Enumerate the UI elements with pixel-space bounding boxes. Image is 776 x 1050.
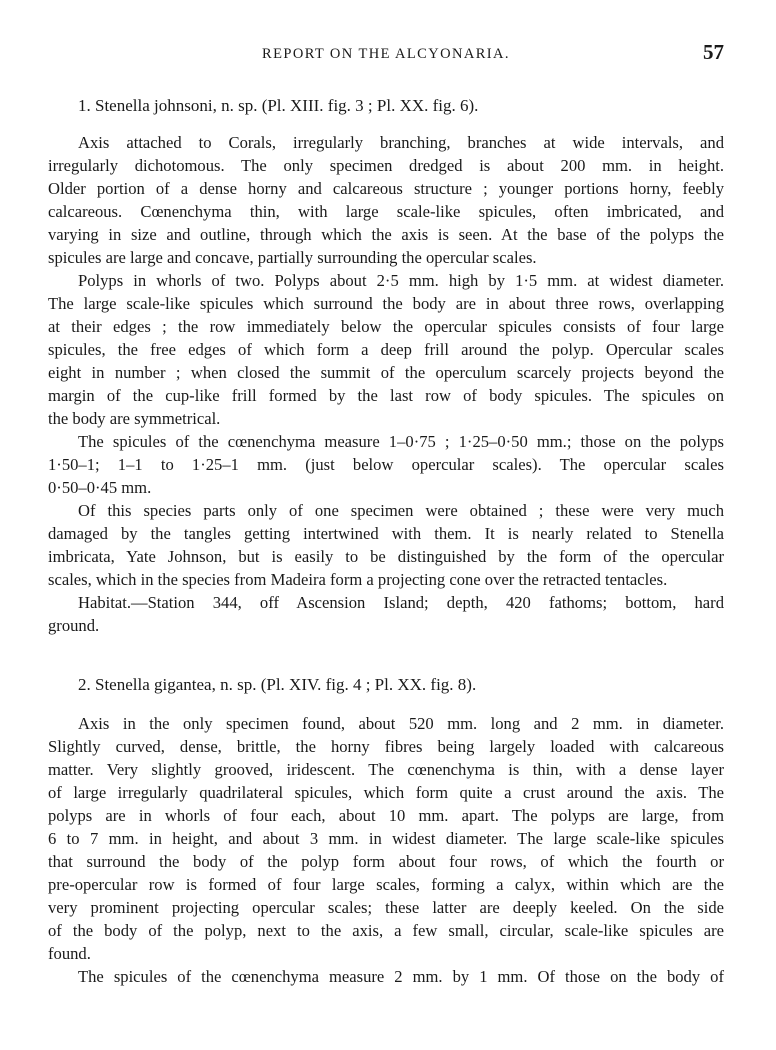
text-line: of large irregularly quadrilateral spicules, which form quite a crust around the axis. The xyxy=(48,783,724,802)
text-line: Polyps in whorls of two. Polyps about 2·5 mm. high by 1·5 mm. at widest diameter. xyxy=(78,271,724,290)
text-line: scales, which in the species from Madeira form a projecting cone over the retracted tentacles. xyxy=(48,570,668,589)
section-heading: 1. Stenella johnsoni, n. sp. (Pl. XIII. fig. 3 ; Pl. XX. fig. 6). xyxy=(78,96,479,115)
text-line: damaged by the tangles getting intertwined with them. It is nearly related to Stenella xyxy=(48,524,724,543)
section-body xyxy=(48,712,724,988)
text-line: margin of the cup-like frill formed by the last row of body spicules. The spicules on xyxy=(48,386,724,405)
paragraph xyxy=(48,712,724,965)
text-line: 1·50–1; 1–1 to 1·25–1 mm. (just below opercular scales). The opercular scales xyxy=(48,455,724,474)
text-line: the body are symmetrical. xyxy=(48,409,221,428)
paragraph xyxy=(48,131,724,269)
paragraph xyxy=(48,269,724,430)
text-line: that surround the body of the polyp form about four rows, of which the fourth or xyxy=(48,852,724,871)
text-line: calcareous. Cœnenchyma thin, with large scale-like spicules, often imbricated, and xyxy=(48,202,724,221)
text-line: at their edges ; the row immediately below the opercular spicules consists of four large xyxy=(48,317,724,336)
paragraph xyxy=(48,499,724,591)
section-heading: 2. Stenella gigantea, n. sp. (Pl. XIV. fig. 4 ; Pl. XX. fig. 8). xyxy=(78,675,477,694)
text-line: 0·50–0·45 mm. xyxy=(48,478,152,497)
text-line: Habitat.—Station 344, off Ascension Island; depth, 420 fathoms; bottom, hard xyxy=(78,593,724,612)
text-line: polyps are in whorls of four each, about 10 mm. apart. The polyps are large, from xyxy=(48,806,724,825)
text-line: found. xyxy=(48,944,91,963)
text-line: very prominent projecting opercular scales; these latter are deeply keeled. On the side xyxy=(48,898,724,917)
section-body xyxy=(48,131,724,637)
text-line: ground. xyxy=(48,616,100,635)
text-line: spicules are large and concave, partially surrounding the opercular scales. xyxy=(48,248,537,267)
running-title: REPORT ON THE ALCYONARIA. xyxy=(262,46,510,62)
paragraph xyxy=(48,965,724,988)
running-head xyxy=(48,38,724,68)
paragraph xyxy=(48,430,724,499)
text-line: The large scale-like spicules which surround the body are in about three rows, overlapping xyxy=(48,294,724,313)
text-line: Slightly curved, dense, brittle, the horny fibres being largely loaded with calcareous xyxy=(48,737,724,756)
text-line: matter. Very slightly grooved, iridescent. The cœnenchyma is thin, with a dense layer xyxy=(48,760,724,779)
text-line: Of this species parts only of one specimen were obtained ; these were very much xyxy=(78,501,724,520)
page xyxy=(48,38,724,988)
paragraph xyxy=(48,591,724,637)
text-line: varying in size and outline, through which the axis is seen. At the base of the polyps the xyxy=(48,225,724,244)
text-line: imbricata, Yate Johnson, but is easily to be distinguished by the form of the opercular xyxy=(48,547,724,566)
text-line: pre-opercular row is formed of four large scales, forming a calyx, within which are the xyxy=(48,875,724,894)
text-line: Axis attached to Corals, irregularly branching, branches at wide intervals, and xyxy=(78,133,724,152)
text-line: Axis in the only specimen found, about 520 mm. long and 2 mm. in diameter. xyxy=(78,714,724,733)
text-line: Older portion of a dense horny and calcareous structure ; younger portions horny, feebly xyxy=(48,179,724,198)
text-line: irregularly dichotomous. The only specimen dredged is about 200 mm. in height. xyxy=(48,156,724,175)
text-line: 6 to 7 mm. in height, and about 3 mm. in widest diameter. The large scale-like spicules xyxy=(48,829,724,848)
text-line: spicules, the free edges of which form a deep frill around the polyp. Opercular scales xyxy=(48,340,724,359)
text-line: of the body of the polyp, next to the axis, a few small, circular, scale-like spicules are xyxy=(48,921,724,940)
text-line: eight in number ; when closed the summit of the operculum scarcely projects beyond the xyxy=(48,363,724,382)
text-line: The spicules of the cœnenchyma measure 1–0·75 ; 1·25–0·50 mm.; those on the polyps xyxy=(78,432,724,451)
text-line: The spicules of the cœnenchyma measure 2 mm. by 1 mm. Of those on the body of xyxy=(78,967,724,986)
page-number: 57 xyxy=(703,40,724,64)
